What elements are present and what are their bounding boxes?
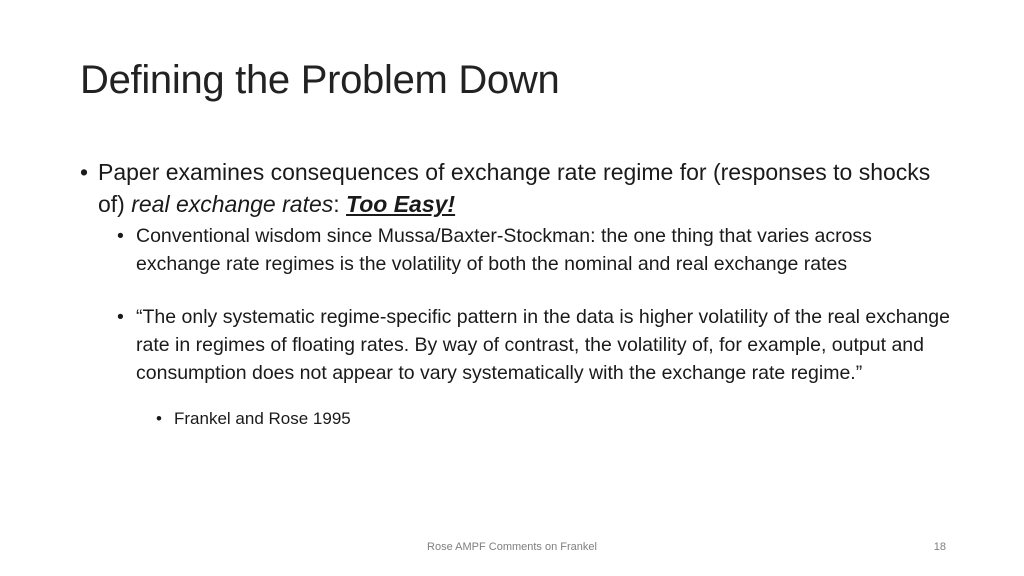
bullet-colon: : — [333, 191, 347, 217]
slide-content — [80, 156, 960, 448]
bullet-text: Paper examines consequences of exchange rate regime for (responses to shocks of) — [98, 159, 931, 217]
sub-bullet-quote — [117, 303, 960, 387]
citation-bullet — [156, 407, 960, 431]
sub-bullet-text: “The only systematic regime-specific pattern in the data is higher volatility of the real exchange rate in regimes of floating rates. By way of contrast, the volatility of, for example, output and consumption does not appear to vary systematically with the exchange rate regime.” — [136, 306, 950, 384]
footer-text: Rose AMPF Comments on Frankel — [427, 541, 597, 553]
citation-text: Frankel and Rose 1995 — [174, 408, 351, 428]
bullet-dot: • — [117, 306, 124, 328]
bullet-dot: • — [80, 159, 89, 185]
bullet-emphasis: Too Easy! — [346, 191, 456, 217]
bullet-dot: • — [156, 408, 162, 428]
slide-title: Defining the Problem Down — [80, 58, 560, 102]
bullet-level1 — [80, 156, 960, 220]
sub-bullet-conventional-wisdom — [117, 222, 960, 278]
bullet-dot: • — [117, 225, 124, 247]
sub-bullet-text: Conventional wisdom since Mussa/Baxter-Stockman: the one thing that varies across exchange rate regimes is the volatility of both the nominal and real exchange rates — [136, 225, 872, 275]
bullet-italic-text: real exchange rates — [131, 191, 334, 217]
page-number: 18 — [933, 541, 946, 553]
